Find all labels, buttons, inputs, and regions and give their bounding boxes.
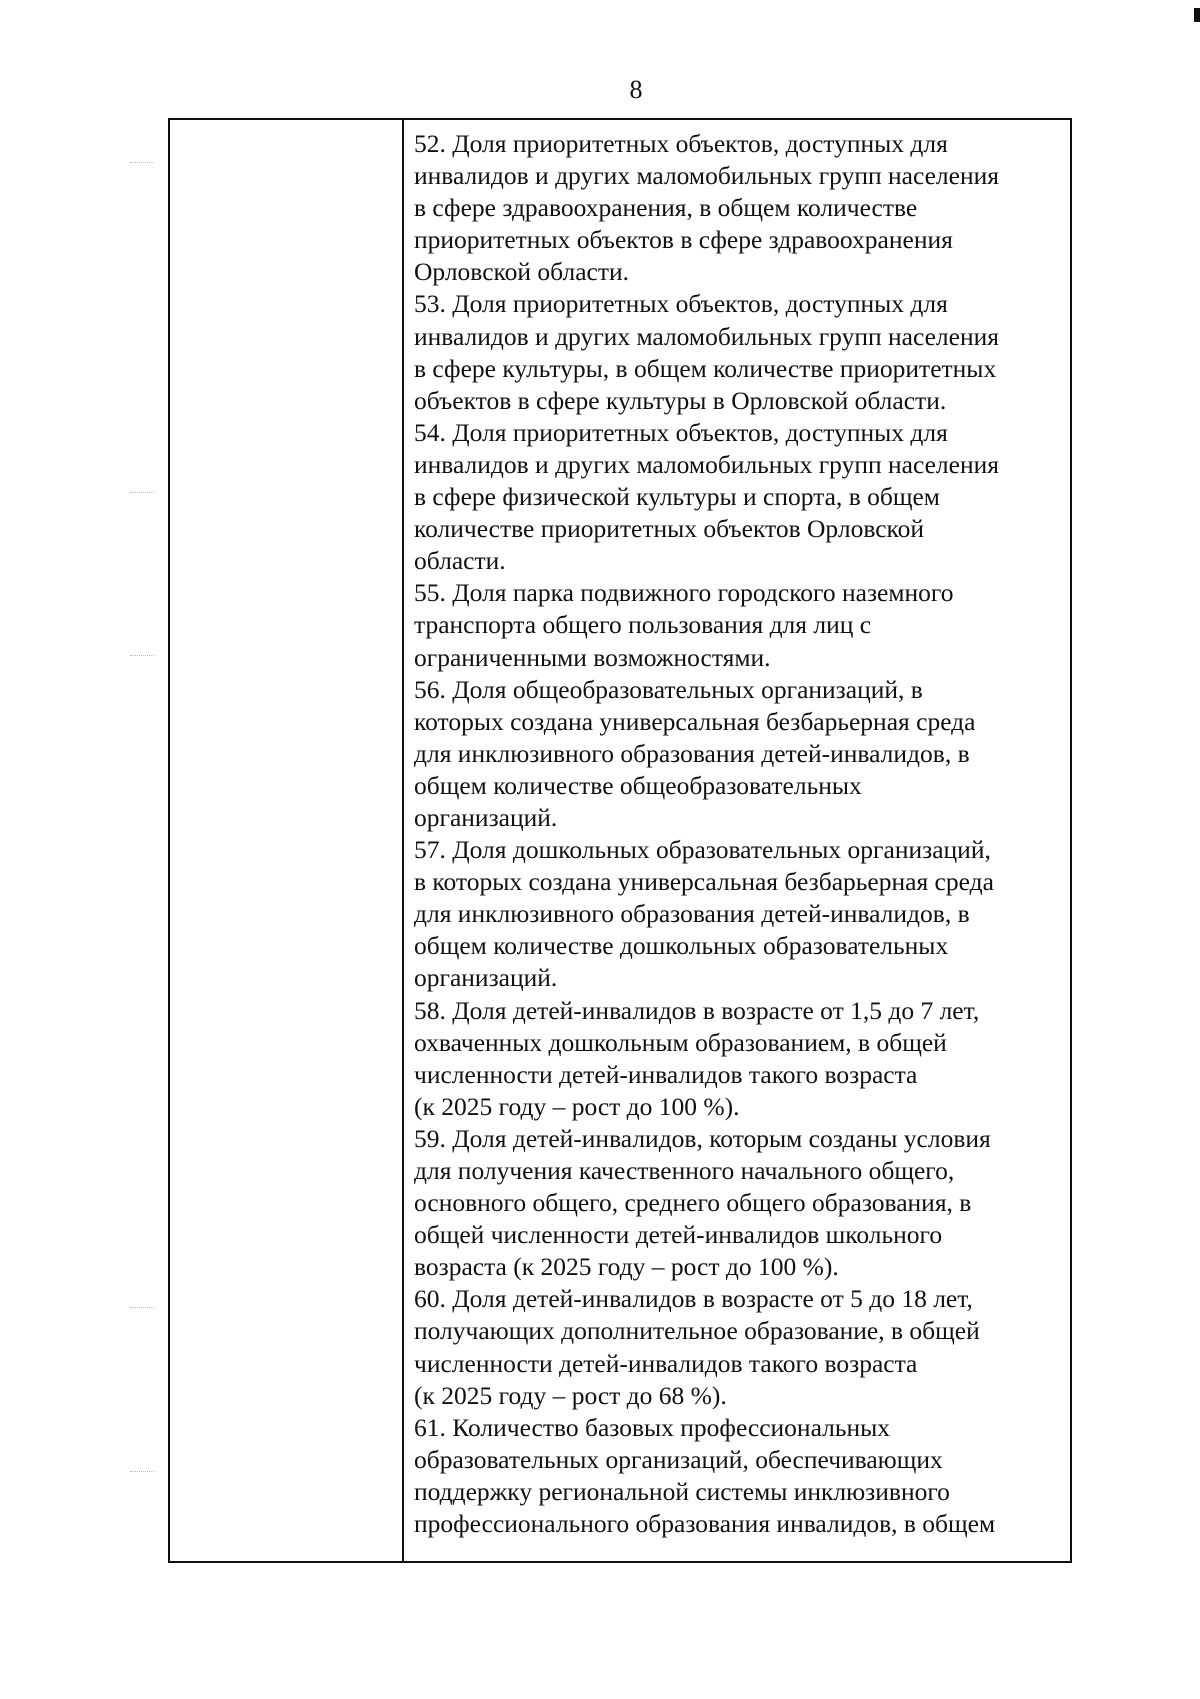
indicator-text-line: 52. Доля приоритетных объектов, доступных для <box>414 129 948 158</box>
page-number: 8 <box>629 75 643 104</box>
indicator-text-line: Орловской области. <box>414 257 629 287</box>
table-left-cell <box>170 120 404 1561</box>
indicator-text-line: в сфере физической культуры и спорта, в общем <box>414 482 940 512</box>
indicator-item <box>414 288 1060 416</box>
scan-margin-dot <box>130 655 154 657</box>
indicator-item <box>414 577 1060 673</box>
indicator-text-line: инвалидов и других маломобильных групп населения <box>414 449 999 479</box>
indicator-text-line: транспорта общего пользования для лиц с <box>414 610 872 640</box>
indicator-text-line: инвалидов и других маломобильных групп населения <box>414 161 999 191</box>
indicator-item <box>414 834 1060 994</box>
indicator-item <box>414 674 1060 834</box>
indicator-text-line: в которых создана универсальная безбарьерная среда <box>414 867 994 897</box>
indicator-text-line: 58. Доля детей-инвалидов в возрасте от 1,5 до 7 лет, <box>414 995 980 1025</box>
indicator-text-line: 57. Доля дошкольных образовательных организаций, <box>414 835 991 865</box>
indicator-text-line: которых создана универсальная безбарьерная среда <box>414 706 976 736</box>
indicator-text-line: (к 2025 году – рост до 100 %). <box>414 1091 740 1121</box>
table-right-cell <box>406 128 1070 1540</box>
scan-margin-dot <box>130 492 154 494</box>
indicator-text-line: организаций. <box>414 802 558 832</box>
indicator-text-line: области. <box>414 546 506 576</box>
indicator-item <box>414 1412 1060 1540</box>
indicator-text-line: объектов в сфере культуры в Орловской области. <box>414 385 947 415</box>
indicator-text-line: поддержку региональной системы инклюзивного <box>414 1476 950 1506</box>
indicator-text-line: ограниченными возможностями. <box>414 642 771 672</box>
indicator-text-line: инвалидов и других маломобильных групп населения <box>414 321 999 351</box>
indicator-text-line: численности детей-инвалидов такого возраста <box>414 1348 918 1378</box>
scan-margin-dot <box>130 1307 154 1309</box>
indicator-text-line: для инклюзивного образования детей-инвалидов, в <box>414 738 970 768</box>
indicator-text-line: основного общего, среднего общего образования, в <box>414 1188 972 1218</box>
indicator-text-line: для получения качественного начального общего, <box>414 1156 955 1185</box>
indicator-text-line: в сфере культуры, в общем количестве приоритетных <box>414 353 997 383</box>
indicator-text-line: общем количестве дошкольных образовательных <box>414 931 949 961</box>
indicator-text-line: охваченных дошкольным образованием, в общей <box>414 1027 947 1057</box>
indicator-text-line: 61. Количество базовых профессиональных <box>414 1412 890 1442</box>
indicator-item <box>414 128 1060 288</box>
indicator-text-line: профессионального образования инвалидов, в общем <box>414 1509 996 1539</box>
indicator-text-line: 60. Доля детей-инвалидов в возрасте от 5 до 18 лет, <box>414 1284 973 1314</box>
scan-margin-dot <box>130 1471 154 1473</box>
indicator-text-line: 59. Доля детей-инвалидов, которым созданы условия <box>414 1123 991 1153</box>
indicator-text-line: 54. Доля приоритетных объектов, доступных для <box>414 417 948 447</box>
indicator-text-line: (к 2025 году – рост до 68 %). <box>414 1380 727 1410</box>
indicator-text-line: общем количестве общеобразовательных <box>414 770 862 800</box>
indicator-text-line: приоритетных объектов в сфере здравоохранения <box>414 225 953 255</box>
indicator-text-line: организаций. <box>414 963 558 993</box>
indicator-item <box>414 995 1060 1123</box>
indicator-text-line: 53. Доля приоритетных объектов, доступных для <box>414 289 948 319</box>
indicator-text-line: количестве приоритетных объектов Орловской <box>414 514 925 544</box>
indicator-text-line: численности детей-инвалидов такого возраста <box>414 1059 918 1089</box>
indicator-text-line: образовательных организаций, обеспечивающих <box>414 1444 943 1474</box>
indicator-text-line: в сфере здравоохранения, в общем количестве <box>414 193 918 223</box>
indicator-item <box>414 1123 1060 1283</box>
indicator-text-line: общей численности детей-инвалидов школьного <box>414 1220 943 1250</box>
indicator-text-line: возраста (к 2025 году – рост до 100 %). <box>414 1252 839 1282</box>
indicator-text-line: для инклюзивного образования детей-инвалидов, в <box>414 899 970 929</box>
scan-margin-dot <box>130 162 154 164</box>
indicator-text-line: получающих дополнительное образование, в общей <box>414 1316 980 1346</box>
indicators-table <box>168 118 1072 1563</box>
indicator-item <box>414 1283 1060 1411</box>
indicator-item <box>414 417 1060 577</box>
indicator-text-line: 55. Доля парка подвижного городского наземного <box>414 578 954 608</box>
indicator-text-line: 56. Доля общеобразовательных организаций, в <box>414 674 923 704</box>
scan-edge-mark <box>1194 8 1200 22</box>
